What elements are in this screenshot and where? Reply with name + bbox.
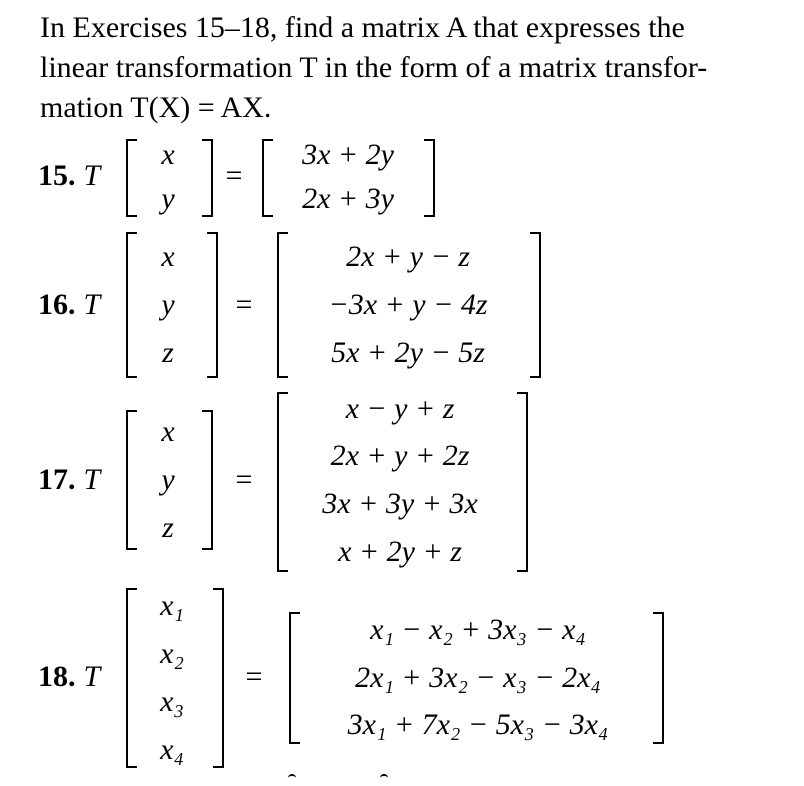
exercise-17-input-entry: z bbox=[162, 511, 174, 544]
exercise-15-label bbox=[38, 160, 100, 192]
exercise-18-input-right-bracket bbox=[213, 588, 224, 768]
exercise-15-output-right-bracket bbox=[424, 139, 435, 217]
exercise-18-equals: = bbox=[245, 660, 263, 693]
exercise-15-output-entry: 3x + 2y bbox=[302, 138, 394, 171]
instructions-line-2: linear transformation T in the form of a matrix transfor- bbox=[40, 51, 708, 84]
exercise-16-input-right-bracket bbox=[207, 232, 218, 378]
exercise-17-output-left-bracket bbox=[277, 392, 288, 572]
exercise-18-number: 18. bbox=[38, 660, 76, 693]
exercise-16-input-left-bracket bbox=[126, 232, 137, 378]
exercise-16-input-entry: x bbox=[161, 240, 175, 273]
exercise-18-output-right-bracket bbox=[653, 612, 664, 744]
instructions-line-1: In Exercises 15–18, find a matrix A that expresses the bbox=[40, 11, 685, 44]
exercise-17-transform-symbol: T bbox=[83, 463, 101, 496]
exercise-15-input-entry: x bbox=[161, 138, 175, 171]
instructions-line-3: mation T(X) = AX. bbox=[40, 91, 272, 124]
exercise-16-input-entry: z bbox=[162, 336, 174, 369]
exercise-17-output-entry: x − y + z bbox=[345, 392, 455, 425]
exercise-17-output-right-bracket bbox=[517, 392, 528, 572]
exercise-18-label bbox=[38, 661, 100, 693]
exercise-18-input-left-bracket bbox=[126, 588, 137, 768]
exercise-17-output-entry: x + 2y + z bbox=[338, 535, 462, 568]
exercise-18-transform-symbol: T bbox=[83, 660, 101, 693]
exercise-17-input-right-bracket bbox=[202, 410, 213, 550]
exercise-16-output-left-bracket bbox=[277, 232, 288, 378]
exercise-15-number: 15. bbox=[38, 159, 76, 192]
exercise-17-label bbox=[38, 464, 100, 496]
exercise-15-transform-symbol: T bbox=[83, 159, 101, 192]
exercise-15-input-left-bracket bbox=[126, 139, 137, 217]
exercise-instructions bbox=[40, 8, 790, 128]
exercise-18-input-entry: x₁ bbox=[160, 589, 184, 622]
exercise-17-output-entry: 2x + y + 2z bbox=[330, 439, 470, 472]
exercise-15-output-left-bracket bbox=[262, 139, 273, 217]
exercise-18-output-entry: 3x₁ + 7x₂ − 5x₃ − 3x₄ bbox=[347, 708, 609, 741]
exercise-16-transform-symbol: T bbox=[83, 288, 101, 321]
exercise-15-input-right-bracket bbox=[202, 139, 213, 217]
exercise-17-number: 17. bbox=[38, 463, 76, 496]
exercise-18-output-entry: x₁ − x₂ + 3x₃ − x₄ bbox=[370, 613, 586, 646]
exercise-17-input-entry: x bbox=[161, 415, 175, 448]
exercise-16-number: 16. bbox=[38, 288, 76, 321]
exercise-18-output-entry: 2x₁ + 3x₂ − x₃ − 2x₄ bbox=[355, 661, 601, 694]
exercise-15-input-entry: y bbox=[161, 182, 175, 215]
exercise-18-input-entry: x₃ bbox=[160, 685, 184, 718]
exercise-17-equals: = bbox=[235, 463, 253, 496]
exercise-16-output-entry: 2x + y − z bbox=[346, 240, 470, 273]
exercise-16-output-entry: 5x + 2y − 5z bbox=[331, 336, 485, 369]
exercise-16-output-right-bracket bbox=[530, 232, 541, 378]
exercise-17-input-left-bracket bbox=[126, 410, 137, 550]
exercise-15-equals: = bbox=[225, 159, 243, 192]
cutoff-glyph-fragment bbox=[288, 774, 296, 782]
cutoff-glyph-fragment bbox=[380, 774, 388, 782]
exercise-17-output-entry: 3x + 3y + 3x bbox=[322, 487, 478, 520]
exercise-18-input-entry: x₄ bbox=[160, 733, 184, 766]
exercise-16-label bbox=[38, 289, 100, 321]
exercise-15-output-entry: 2x + 3y bbox=[302, 182, 394, 215]
exercise-18-input-entry: x₂ bbox=[160, 637, 184, 670]
exercise-16-output-entry: −3x + y − 4z bbox=[328, 288, 488, 321]
exercise-17-input-entry: y bbox=[161, 463, 175, 496]
exercise-16-input-entry: y bbox=[161, 288, 175, 321]
exercise-16-equals: = bbox=[235, 288, 253, 321]
exercise-18-output-left-bracket bbox=[289, 612, 300, 744]
